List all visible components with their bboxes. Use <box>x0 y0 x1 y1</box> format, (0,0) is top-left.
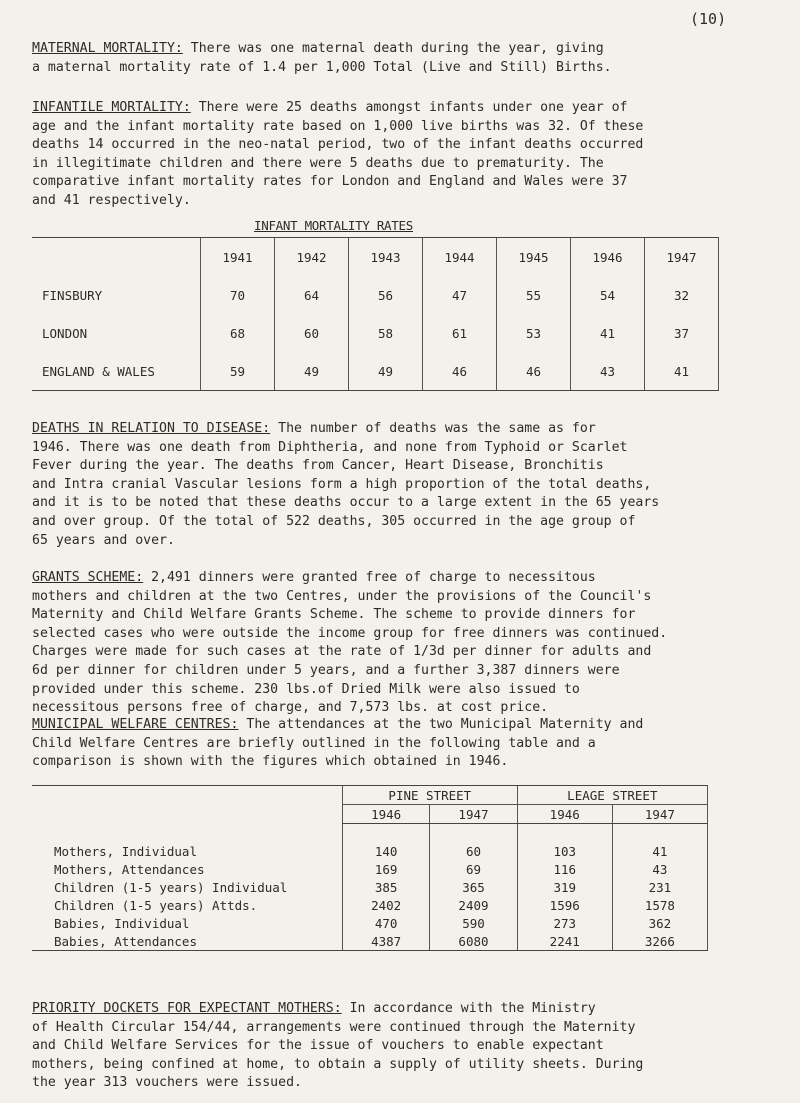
table-cell: 64 <box>275 276 349 314</box>
table-cell: 365 <box>430 878 517 896</box>
table-cell: 55 <box>497 276 571 314</box>
priority-dockets-paragraph: PRIORITY DOCKETS FOR EXPECTANT MOTHERS: In accordance with the Ministry of Health Circular 154/44, arrangements were continued through the Maternity and Child Welfare Services for the issue of vouchers to enable expectant mothers, being confined at home, to obtain a supply of utility sheets. During the year 313 vouchers were issued. <box>32 1001 644 1091</box>
table-cell: 6080 <box>430 932 517 951</box>
grants-scheme-paragraph: GRANTS SCHEME: 2,491 dinners were granted free of charge to necessitous mothers and children at the two Centres, under the provisions of the Council's Maternity and Child Welfare Grants Scheme. The scheme to provide dinners for selected cases who were outside the income group for free dinners was continued. Charges were made for such cases at the rate of 1/3d per dinner for adults and 6d per dinner for children under 5 years, and a further 3,387 dinners were provided under this scheme. 230 lbs.of Dried Milk were also issued to necessitous persons free of charge, and 7,573 lbs. at cost price. <box>32 570 668 716</box>
welfare-centres-heading: MUNICIPAL WELFARE CENTRES: <box>32 717 239 732</box>
year-header: 1946 <box>571 238 645 277</box>
deaths-heading: DEATHS IN RELATION TO DISEASE: <box>32 421 271 436</box>
year-header: 1947 <box>430 805 517 824</box>
table-cell: 273 <box>517 914 612 932</box>
row-label: Babies, Attendances <box>32 932 343 951</box>
table-cell: 46 <box>497 352 571 391</box>
table-cell: 58 <box>349 314 423 352</box>
table-cell: 60 <box>430 842 517 860</box>
table-cell: 68 <box>201 314 275 352</box>
table-cell: 53 <box>497 314 571 352</box>
table-year-header-row <box>32 805 708 824</box>
year-header: 1943 <box>349 238 423 277</box>
table-cell: 41 <box>645 352 719 391</box>
table-cell: 69 <box>430 860 517 878</box>
table-cell: 61 <box>423 314 497 352</box>
table-cell: 1578 <box>612 896 707 914</box>
table-cell: 231 <box>612 878 707 896</box>
year-header: 1947 <box>645 238 719 277</box>
row-label: Children (1-5 years) Individual <box>54 879 288 895</box>
table-cell: 2402 <box>343 896 430 914</box>
table-cell: 60 <box>275 314 349 352</box>
row-label: FINSBURY <box>42 287 103 303</box>
table-row <box>32 314 719 352</box>
table-cell: 116 <box>517 860 612 878</box>
table-cell: 37 <box>645 314 719 352</box>
welfare-centres-table <box>32 785 708 951</box>
table-cell: 56 <box>349 276 423 314</box>
table-cell: 41 <box>571 314 645 352</box>
table-cell: 470 <box>343 914 430 932</box>
table-cell: 385 <box>343 878 430 896</box>
table-cell: 4387 <box>343 932 430 951</box>
infant-mortality-table <box>32 237 719 391</box>
table-row <box>32 860 708 878</box>
table-cell: 49 <box>349 352 423 391</box>
year-header: 1942 <box>275 238 349 277</box>
table-cell: 70 <box>201 276 275 314</box>
table-cell: 319 <box>517 878 612 896</box>
table-cell: 169 <box>343 860 430 878</box>
table-group-header-row <box>32 786 708 805</box>
table-cell: 140 <box>343 842 430 860</box>
table-cell: 590 <box>430 914 517 932</box>
row-label: Children (1-5 years) Attds. <box>54 897 258 913</box>
table-cell: 54 <box>571 276 645 314</box>
table-cell: 41 <box>612 842 707 860</box>
group-header: LEAGE STREET <box>517 786 707 805</box>
row-label: LONDON <box>42 325 88 341</box>
infant-mortality-table-caption: INFANT MORTALITY RATES <box>254 218 413 233</box>
table-row <box>32 352 719 391</box>
maternal-mortality-paragraph: MATERNAL MORTALITY: There was one maternal death during the year, giving a maternal mortality rate of 1.4 per 1,000 Total (Live and Still) Births. <box>32 41 612 75</box>
table-cell: 103 <box>517 842 612 860</box>
table-row <box>32 914 708 932</box>
row-label: Mothers, Attendances <box>54 861 205 877</box>
table-row <box>32 878 708 896</box>
year-header: 1941 <box>201 238 275 277</box>
table-cell: 47 <box>423 276 497 314</box>
year-header: 1946 <box>517 805 612 824</box>
infantile-mortality-heading: INFANTILE MORTALITY: <box>32 100 191 115</box>
table-cell: 362 <box>612 914 707 932</box>
row-label: Mothers, Individual <box>54 843 197 859</box>
infantile-mortality-paragraph: INFANTILE MORTALITY: There were 25 deaths amongst infants under one year of age and the infant mortality rate based on 1,000 live births was 32. Of these deaths 14 occurred in the neo-natal period, two of the infant deaths occurred in illegitimate children and there were 5 deaths due to prematurity. The comparative infant mortality rates for London and England and Wales were 37 and 41 respectively. <box>32 100 644 208</box>
table-cell: 1596 <box>517 896 612 914</box>
table-row <box>32 896 708 914</box>
table-cell: 59 <box>201 352 275 391</box>
row-label: Babies, Individual <box>54 915 190 931</box>
table-cell: 32 <box>645 276 719 314</box>
table-cell: 43 <box>571 352 645 391</box>
year-header: 1945 <box>497 238 571 277</box>
maternal-mortality-heading: MATERNAL MORTALITY: <box>32 41 183 56</box>
table-cell: 46 <box>423 352 497 391</box>
table-cell: 2409 <box>430 896 517 914</box>
year-header: 1946 <box>343 805 430 824</box>
table-cell: 49 <box>275 352 349 391</box>
year-header: 1944 <box>423 238 497 277</box>
table-cell: 2241 <box>517 932 612 951</box>
table-row <box>32 842 708 860</box>
table-cell: 43 <box>612 860 707 878</box>
table-cell: 3266 <box>612 932 707 951</box>
grants-scheme-heading: GRANTS SCHEME: <box>32 570 144 585</box>
table-header-row <box>32 238 719 277</box>
year-header: 1947 <box>612 805 707 824</box>
welfare-centres-paragraph: MUNICIPAL WELFARE CENTRES: The attendances at the two Municipal Maternity and Child Welfare Centres are briefly outlined in the following table and a comparison is shown with the figures which obtained in 1946. <box>32 717 644 770</box>
table-row <box>32 932 708 951</box>
page-number: (10) <box>690 10 727 28</box>
deaths-paragraph: DEATHS IN RELATION TO DISEASE: The number of deaths was the same as for 1946. There was one death from Diphtheria, and none from Typhoid or Scarlet Fever during the year. The deaths from Cancer, Heart Disease, Bronchitis and Intra cranial Vascular lesions form a high proportion of the total deaths, and it is to be noted that these deaths occur to a large extent in the 65 years and over group. Of the total of 522 deaths, 305 occurred in the age group of 65 years and over. <box>32 421 660 548</box>
row-label: ENGLAND & WALES <box>32 352 201 391</box>
group-header: PINE STREET <box>343 786 518 805</box>
priority-dockets-heading: PRIORITY DOCKETS FOR EXPECTANT MOTHERS: <box>32 1001 342 1016</box>
table-row <box>32 276 719 314</box>
